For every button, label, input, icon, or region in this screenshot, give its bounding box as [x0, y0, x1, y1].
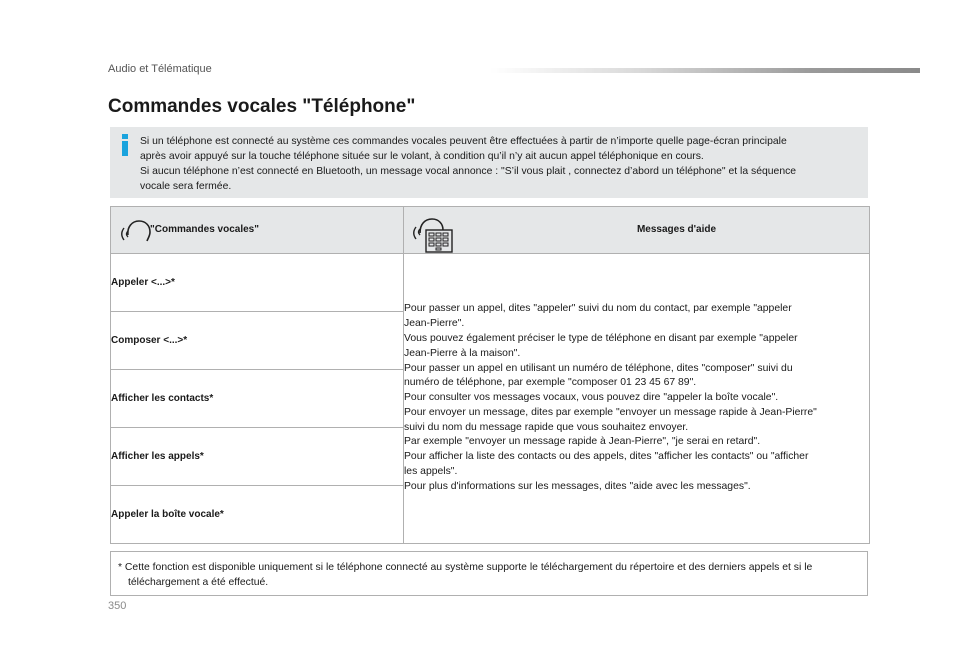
- info-text: [140, 134, 858, 194]
- help-line: Pour plus d'informations sur les messages, dites "aide avec les messages".: [404, 480, 751, 492]
- help-line: Pour passer un appel en utilisant un numéro de téléphone, dites "composer" suivi du: [404, 362, 793, 374]
- help-line: numéro de téléphone, par exemple "composer 01 23 45 67 89".: [404, 377, 697, 389]
- help-line: Jean-Pierre à la maison".: [404, 347, 521, 359]
- page-number: 350: [108, 600, 127, 612]
- command-cell: Composer <...>*: [111, 312, 404, 370]
- command-cell: Appeler la boîte vocale*: [111, 486, 404, 544]
- help-text-cell: [404, 254, 870, 544]
- table-row: [111, 254, 870, 312]
- footnote-box: [110, 551, 868, 596]
- info-i-icon: [118, 133, 132, 157]
- help-column-header: [404, 207, 870, 254]
- help-line: Jean-Pierre".: [404, 318, 465, 330]
- command-cell: Appeler <...>*: [111, 254, 404, 312]
- help-line: Vous pouvez également préciser le type de téléphone en disant par exemple "appeler: [404, 332, 798, 344]
- info-line: Si un téléphone est connecté au système ces commandes vocales peuvent être effectuées à partir de n’importe quelle page-écran principale: [140, 136, 787, 147]
- info-line: après avoir appuyé sur la touche téléphone située sur le volant, à condition qu’il n’y ait aucun appel téléphonique en cours.: [140, 151, 704, 162]
- info-box: [110, 127, 868, 198]
- help-line: Pour passer un appel, dites "appeler" suivi du nom du contact, par exemple "appeler: [404, 303, 792, 315]
- help-header-label: Messages d'aide: [636, 224, 717, 235]
- page-title: Commandes vocales "Téléphone": [108, 96, 416, 117]
- help-line: Pour consulter vos messages vocaux, vous pouvez dire "appeler la boîte vocale".: [404, 392, 779, 404]
- header-gradient-bar: [490, 68, 920, 73]
- info-line: Si aucun téléphone n’est connecté en Bluetooth, un message vocal annonce : "S’il vous plait , connectez d’abord un téléphone" et la séquence: [140, 166, 797, 177]
- command-cell: Afficher les appels*: [111, 428, 404, 486]
- commands-column-header: [111, 207, 404, 254]
- info-line: vocale sera fermée.: [140, 181, 232, 192]
- commands-header-label: "Commandes vocales": [150, 224, 259, 235]
- voice-commands-table: [110, 206, 870, 544]
- help-line: Par exemple "envoyer un message rapide à Jean-Pierre", "je serai en retard".: [404, 436, 761, 448]
- help-line: Pour afficher la liste des contacts ou des appels, dites "afficher les contacts" ou "afficher: [404, 451, 809, 463]
- section-title: Audio et Télématique: [108, 63, 212, 75]
- command-cell: Afficher les contacts*: [111, 370, 404, 428]
- help-line: les appels".: [404, 466, 458, 478]
- table-header-row: [111, 207, 870, 254]
- help-line: suivi du nom du message rapide que vous souhaitez envoyer.: [404, 421, 689, 433]
- help-line: Pour envoyer un message, dites par exemple "envoyer un message rapide à Jean-Pierre": [404, 406, 817, 418]
- footnote-text: * Cette fonction est disponible uniquement si le téléphone connecté au système supporte le téléchargement du répertoire et des derniers appels et si le téléchargement a été effectué.: [118, 562, 813, 588]
- voice-help-keypad-icon: [412, 215, 454, 253]
